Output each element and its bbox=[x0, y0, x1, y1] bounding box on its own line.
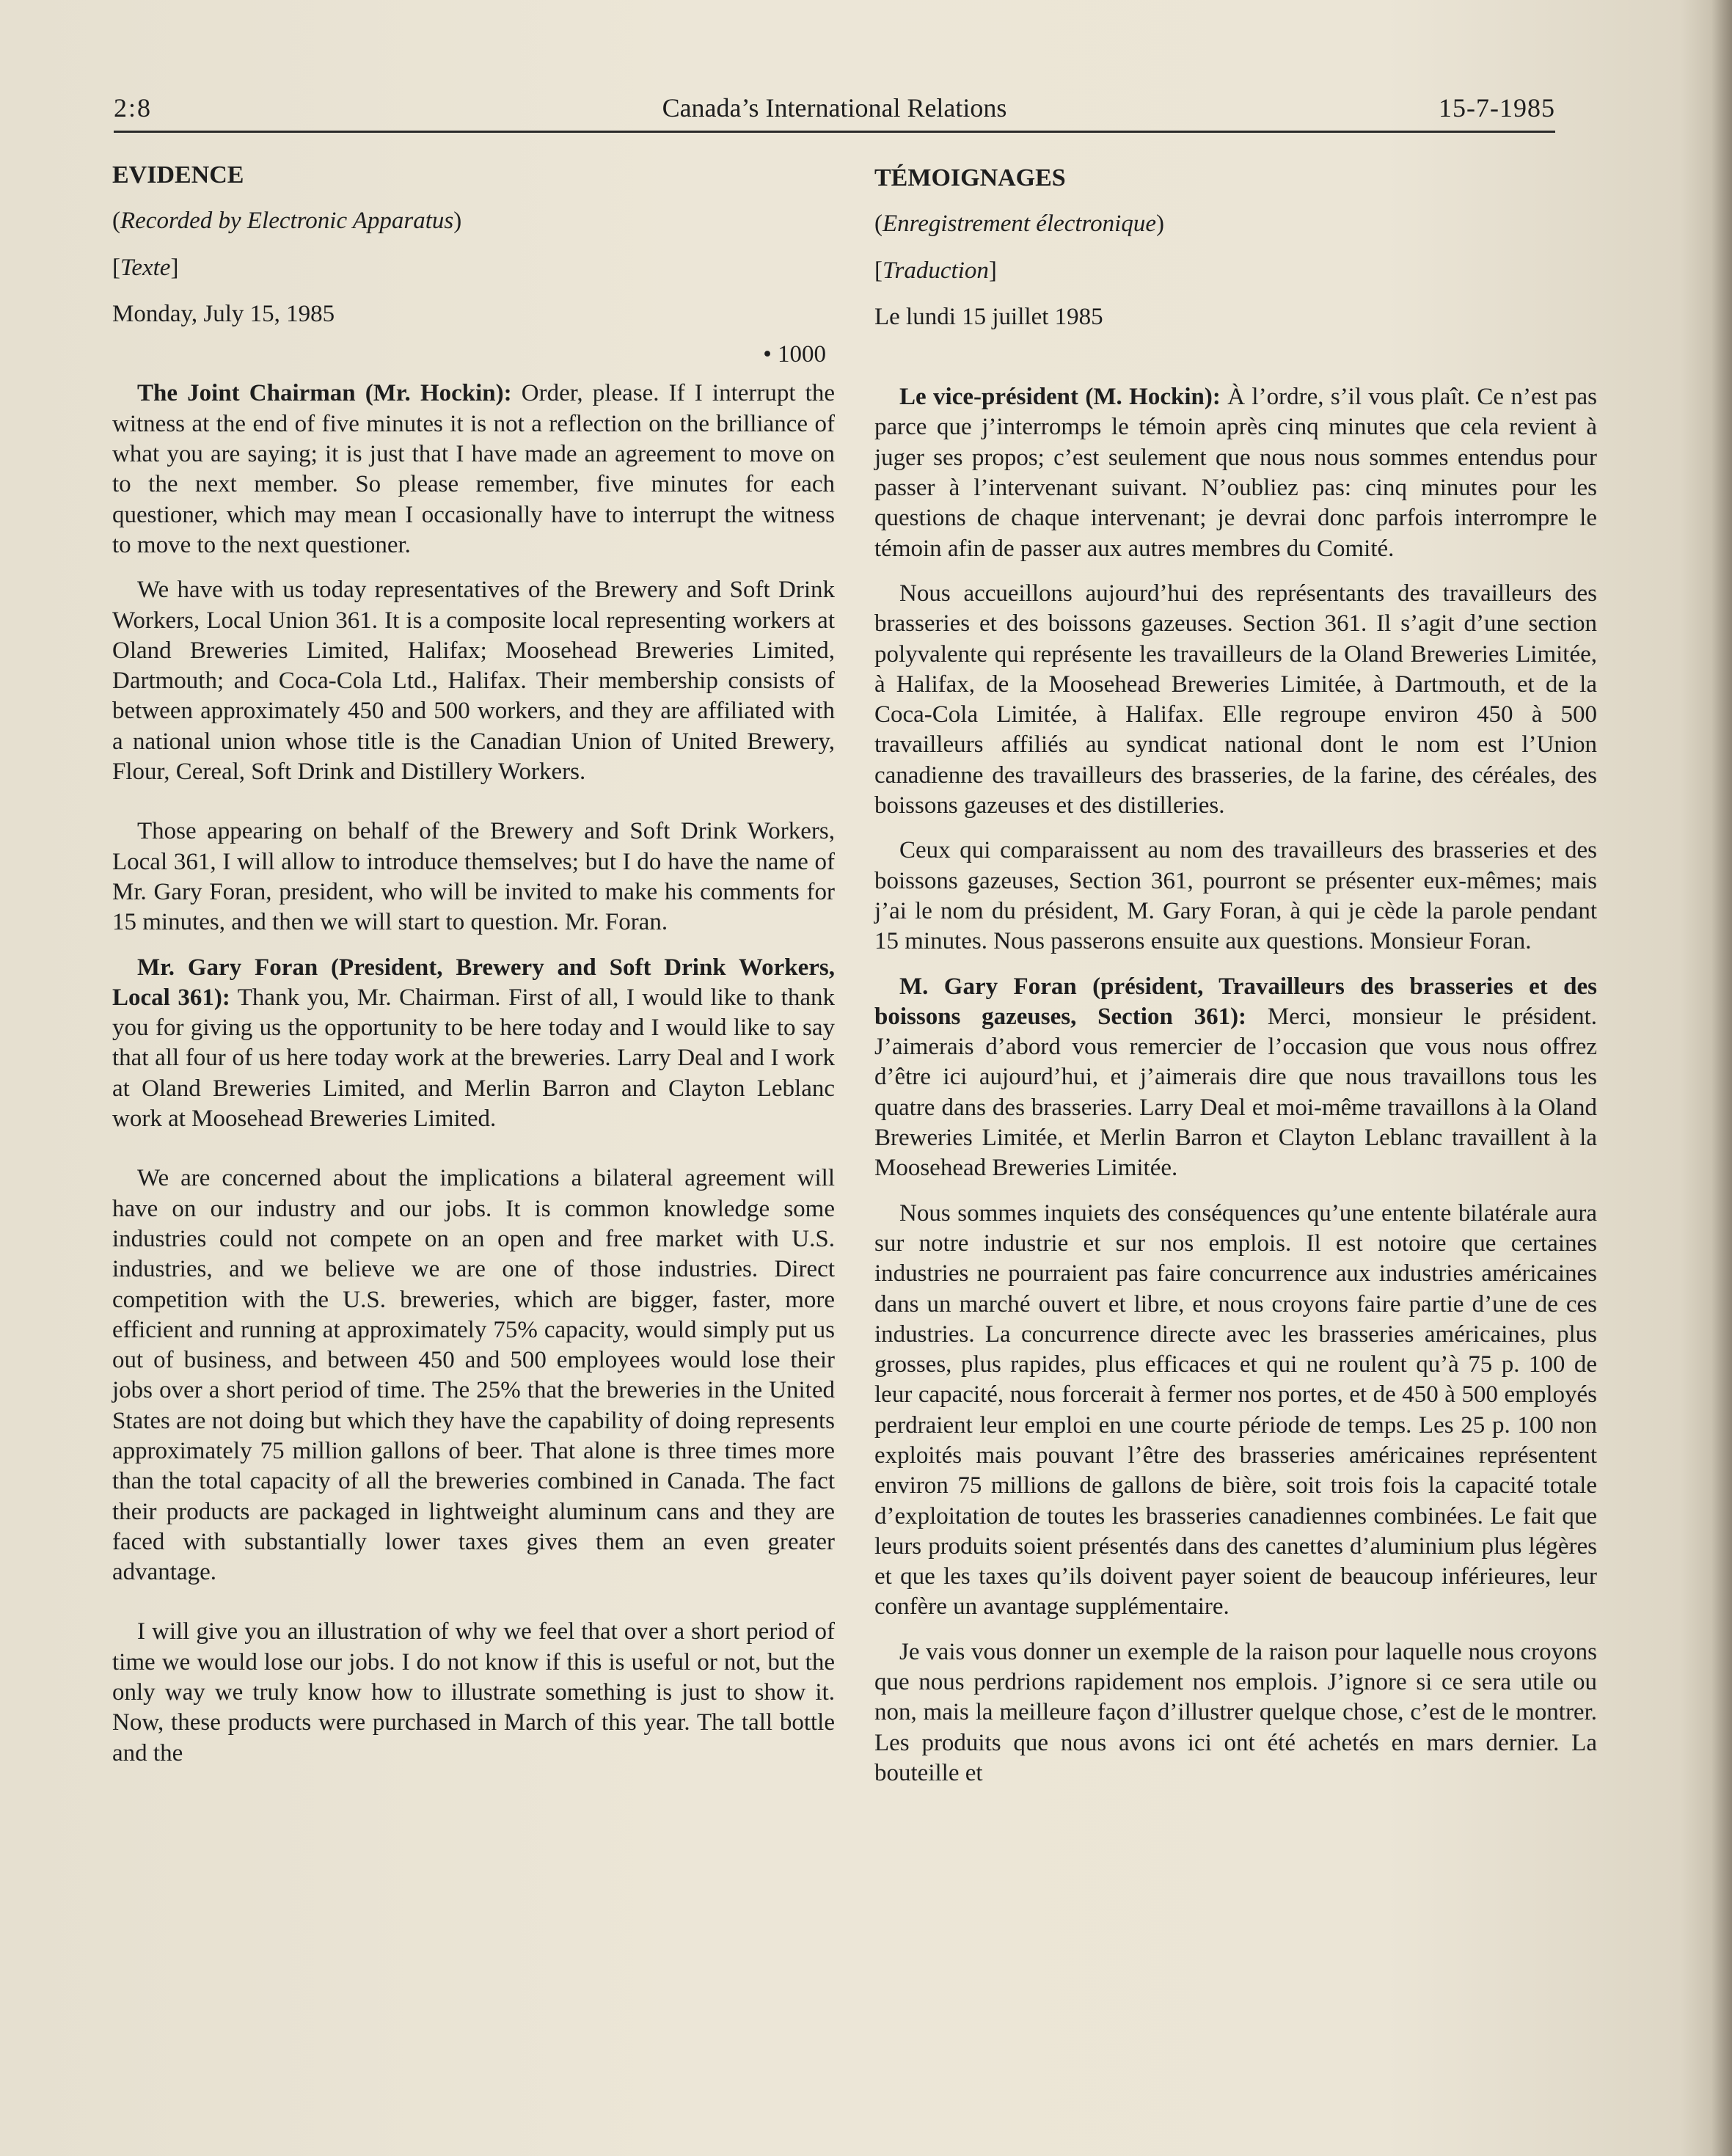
speech-text: À l’ordre, s’il vous plaît. Ce n’est pas parce que j’interromps le témoin après cinq minutes que cela revient à juger ses propos; c’est seulement que nous nous sommes entendus pour passer à l’intervenant suivant. N’oubliez pas: cinq minutes pour les questions de chaque intervenant; je devrai donc parfois interrompre le témoin afin de passer aux autres membres du Comité. bbox=[874, 384, 1597, 562]
language-tag: [Texte] bbox=[112, 254, 179, 281]
french-column bbox=[874, 160, 1597, 1803]
sitting-date: Monday, July 15, 1985 bbox=[112, 300, 335, 327]
speech-text: Merci, monsieur le président. J’aimerais d’abord vous remercier de l’occasion que vous nous offrez d’être ici aujourd’hui, et j’aimerais dire que nous travaillons tous les quatre dans des brasseries. Larry Deal et moi-même travaillons à la Oland Breweries Limitée, et Merlin Barron et Clayton Leblanc travaillent à la Moosehead Breweries Limitée. bbox=[874, 1003, 1597, 1182]
language-tag-text: Traduction bbox=[883, 257, 989, 284]
speaker-name: Le vice-président (M. Hockin): bbox=[899, 384, 1221, 411]
time-marker: • 1000 bbox=[763, 341, 826, 368]
recording-text: Enregistrement électronique bbox=[883, 211, 1156, 238]
publication-title: Canada’s International Relations bbox=[662, 93, 1007, 123]
english-column bbox=[112, 160, 835, 1783]
running-header bbox=[114, 87, 1555, 133]
speaker-name: Mr. Gary Foran (President, Brewery and Soft Drink Workers, Local 361): bbox=[112, 954, 835, 1011]
paragraph bbox=[112, 953, 835, 1135]
paragraph: We are concerned about the implications a bilateral agreement will have on our industry and our jobs. It is common knowledge some industries could not compete on an open and free market with U.S. industries, and we believe we are one of those industries. Direct competition with the U.S. breweries, which are bigger, faster, more efficient and running at approximately 75% capacity, would simply put us out of business, and between 450 and 500 employees would lose their jobs over a short period of time. The 25% that the breweries in the United States are not doing but which they have the capability of doing represents approximately 75 million gallons of beer. That alone is three times more than the total capacity of all the breweries combined in Canada. The fact their products are packaged in lightweight aluminum cans and they are faced with substantially lower taxes gives them an even greater advantage. bbox=[112, 1165, 835, 1586]
paragraph: Nous sommes inquiets des conséquences qu’une entente bilatérale aura sur notre industrie et sur nos emplois. Il est notoire que certaines industries ne pourraient pas faire concurrence aux industries américaines dans un marché ouvert et libre, et nous croyons faire partie d’une de ces industries. La concurrence directe avec les brasseries américaines, plus grosses, plus rapides, plus efficaces et qui ne roulent qu’à 75 p. 100 de leur capacité, nous forcerait à fermer nos portes, et de 450 à 500 employés perdraient leur emploi en une courte période de temps. Les 25 p. 100 non exploités mais pouvant l’être des brasseries américaines représentent environ 75 millions de gallons de bière, soit trois fois la capacité totale d’exploitation de toutes les brasseries canadiennes combinées. Le fait que leurs produits soient présentés dans des canettes d’aluminium plus légères et que les taxes qu’ils doivent payer soient de beaucoup inférieures, leur confère un avantage supplémentaire. bbox=[874, 1199, 1597, 1620]
paragraph bbox=[874, 382, 1597, 564]
marker-spacer bbox=[874, 343, 1597, 382]
paragraph: Je vais vous donner un exemple de la raison pour laquelle nous croyons que nous perdrions rapidement nos emplois. J’ignore si ce sera utile ou non, mais la meilleure façon d’illustrer quelque chose, c’est de le montrer. Les produits que nous avons ici ont été achetés en mars dernier. La bouteille et bbox=[874, 1638, 1597, 1786]
header-date: 15-7-1985 bbox=[1439, 93, 1555, 123]
language-tag: [Traduction] bbox=[874, 257, 997, 284]
recording-note: (Recorded by Electronic Apparatus) bbox=[112, 208, 462, 235]
recording-note: (Enregistrement électronique) bbox=[874, 211, 1164, 238]
recording-text: Recorded by Electronic Apparatus bbox=[120, 208, 454, 235]
language-tag-text: Texte bbox=[120, 254, 171, 281]
binding-shadow bbox=[1711, 0, 1732, 2156]
speaker-name: M. Gary Foran (président, Travailleurs des brasseries et des boissons gazeuses, Section 361): bbox=[874, 973, 1597, 1030]
paragraph: Nous accueillons aujourd’hui des représentants des travailleurs des brasseries et des boissons gazeuses. Section 361. Il s’agit d’une section polyvalente qui représente les travailleurs de la Oland Breweries Limitée, à Halifax, de la Moosehead Breweries Limitée, à Dartmouth, et de la Coca-Cola Limitée, à Halifax. Elle regroupe environ 450 à 500 travailleurs affiliés au syndicat national dont le nom est l’Union canadienne des travailleurs des brasseries, de la farine, des céréales, des boissons gazeuses et des distilleries. bbox=[874, 580, 1597, 819]
paragraph: Those appearing on behalf of the Brewery and Soft Drink Workers, Local 361, I will allow to introduce themselves; but I do have the name of Mr. Gary Foran, president, who will be invited to make his comments for 15 minutes, and then we will start to question. Mr. Foran. bbox=[112, 818, 835, 936]
paragraph: We have with us today representatives of the Brewery and Soft Drink Workers, Local Union 361. It is a composite local representing workers at Oland Breweries Limited, Halifax; Moosehead Breweries Limited, Dartmouth; and Coca-Cola Ltd., Halifax. Their membership consists of between approximately 450 and 500 workers, and they are affiliated with a national union whose title is the Canadian Union of United Brewery, Flour, Cereal, Soft Drink and Distillery Workers. bbox=[112, 577, 835, 786]
paragraph bbox=[874, 972, 1597, 1184]
evidence-heading: EVIDENCE bbox=[112, 161, 244, 189]
paragraph: I will give you an illustration of why we feel that over a short period of time we would lose our jobs. I do not know if this is useful or not, but the only way we truly know how to illustrate something is just to show it. Now, these products were purchased in March of this year. The tall bottle and the bbox=[112, 1618, 835, 1766]
speaker-name: The Joint Chairman (Mr. Hockin): bbox=[137, 380, 512, 407]
paragraph bbox=[112, 379, 835, 560]
temoignages-heading: TÉMOIGNAGES bbox=[874, 164, 1066, 191]
speech-text: Order, please. If I interrupt the witness at the end of five minutes it is not a reflection on the brilliance of what you are saying; it is just that I have made an agreement to move on to the next member. So please remember, five minutes for each questioner, which may mean I occasionally have to interrupt the witness to move to the next questioner. bbox=[112, 380, 835, 558]
paragraph: Ceux qui comparaissent au nom des travailleurs des brasseries et des boissons gazeuses, Section 361, pourront se présenter eux-mêmes; mais j’ai le nom du président, M. Gary Foran, à qui je cède la parole pendant 15 minutes. Nous passerons ensuite aux questions. Monsieur Foran. bbox=[874, 837, 1597, 955]
speech-text: Thank you, Mr. Chairman. First of all, I would like to thank you for giving us the opportunity to be here today and I would like to say that all four of us here today work at the breweries. Larry Deal and I work at Oland Breweries Limited, and Merlin Barron and Clayton Leblanc work at Moosehead Breweries Limited. bbox=[112, 984, 835, 1133]
sitting-date: Le lundi 15 juillet 1985 bbox=[874, 303, 1103, 330]
page-number: 2:8 bbox=[114, 93, 153, 123]
